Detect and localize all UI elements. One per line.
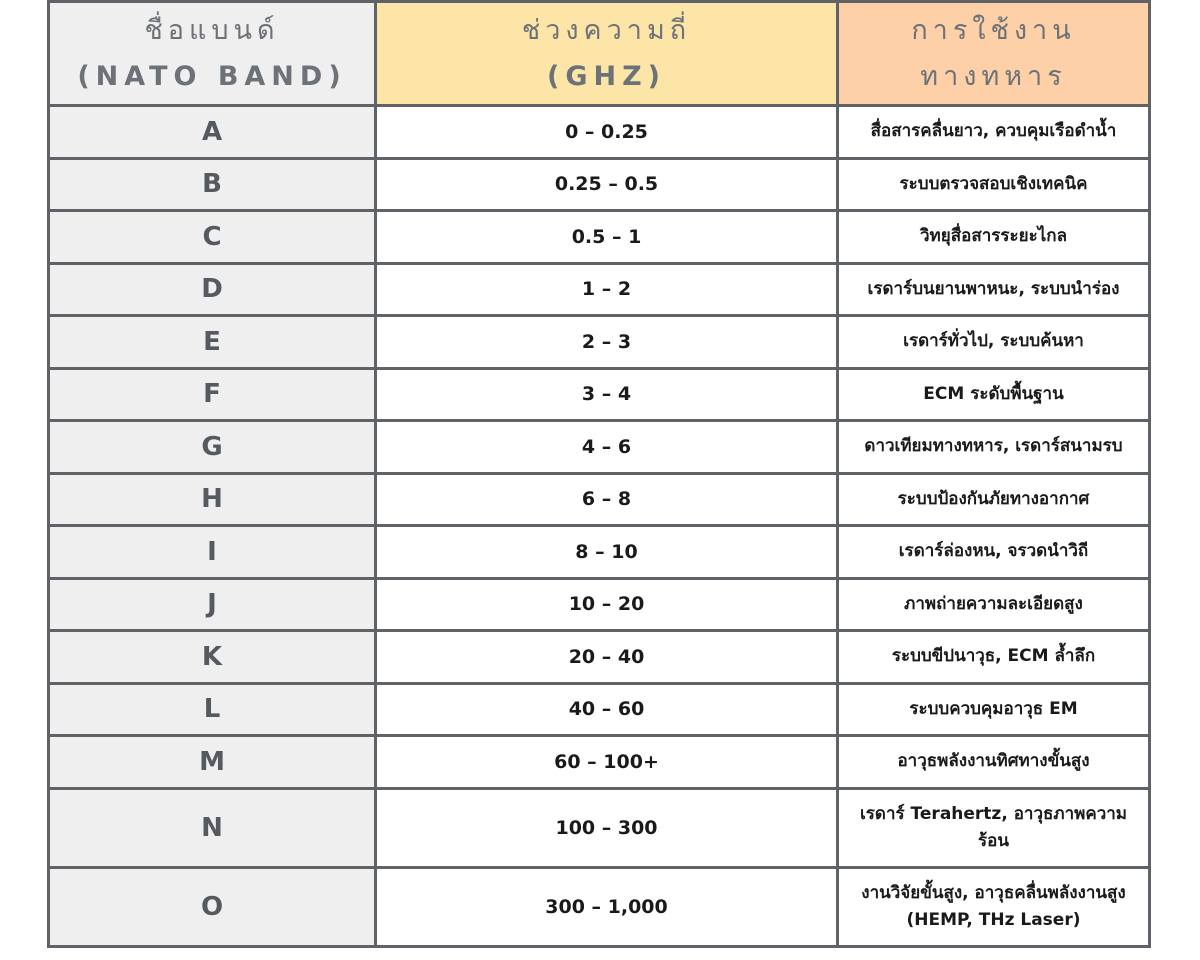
table-row xyxy=(49,736,1150,789)
table-body xyxy=(49,106,1150,947)
table-row xyxy=(49,368,1150,421)
military-use-cell: ระบบตรวจสอบเชิงเทคนิค xyxy=(838,158,1150,211)
frequency-cell: 4 – 6 xyxy=(376,421,838,474)
band-name-cell: L xyxy=(49,683,376,736)
frequency-cell: 2 – 3 xyxy=(376,316,838,369)
table-header xyxy=(49,2,1150,106)
military-use-cell: เรดาร์ล่องหน, จรวดนำวิถี xyxy=(838,526,1150,579)
military-use-cell: เรดาร์ทั่วไป, ระบบค้นหา xyxy=(838,316,1150,369)
nato-band-table xyxy=(47,0,1151,948)
band-name-cell: F xyxy=(49,368,376,421)
table-row xyxy=(49,211,1150,264)
table-row xyxy=(49,158,1150,211)
table-row xyxy=(49,683,1150,736)
band-name-cell: N xyxy=(49,788,376,867)
military-use-cell: วิทยุสื่อสารระยะไกล xyxy=(838,211,1150,264)
frequency-cell: 0.5 – 1 xyxy=(376,211,838,264)
table-row xyxy=(49,106,1150,159)
header-military-use xyxy=(838,2,1150,106)
frequency-cell: 8 – 10 xyxy=(376,526,838,579)
header-band-name-line1: ชื่อแบนด์ xyxy=(144,14,280,46)
header-military-use-line2: ทางทหาร xyxy=(920,60,1067,92)
military-use-cell: ระบบควบคุมอาวุธ EM xyxy=(838,683,1150,736)
header-row xyxy=(49,2,1150,106)
band-name-cell: C xyxy=(49,211,376,264)
header-band-name-line2: (NATO BAND) xyxy=(77,60,347,92)
band-name-cell: K xyxy=(49,631,376,684)
military-use-cell: ภาพถ่ายความละเอียดสูง xyxy=(838,578,1150,631)
band-name-cell: M xyxy=(49,736,376,789)
header-frequency-line1: ช่วงความถี่ xyxy=(521,14,692,46)
header-military-use-line1: การใช้งาน xyxy=(911,14,1076,46)
table-row xyxy=(49,578,1150,631)
frequency-cell: 0.25 – 0.5 xyxy=(376,158,838,211)
table-row xyxy=(49,867,1150,946)
frequency-cell: 100 – 300 xyxy=(376,788,838,867)
band-name-cell: H xyxy=(49,473,376,526)
frequency-cell: 20 – 40 xyxy=(376,631,838,684)
table-row xyxy=(49,526,1150,579)
table-row xyxy=(49,421,1150,474)
band-name-cell: I xyxy=(49,526,376,579)
frequency-cell: 300 – 1,000 xyxy=(376,867,838,946)
band-name-cell: D xyxy=(49,263,376,316)
frequency-cell: 0 – 0.25 xyxy=(376,106,838,159)
band-name-cell: A xyxy=(49,106,376,159)
military-use-cell: เรดาร์ Terahertz, อาวุธภาพความร้อน xyxy=(838,788,1150,867)
band-name-cell: E xyxy=(49,316,376,369)
table-row xyxy=(49,473,1150,526)
frequency-cell: 1 – 2 xyxy=(376,263,838,316)
band-name-cell: O xyxy=(49,867,376,946)
frequency-cell: 60 – 100+ xyxy=(376,736,838,789)
table-row xyxy=(49,263,1150,316)
band-name-cell: G xyxy=(49,421,376,474)
frequency-cell: 3 – 4 xyxy=(376,368,838,421)
header-frequency-line2: (GHZ) xyxy=(546,60,666,92)
military-use-cell: อาวุธพลังงานทิศทางขั้นสูง xyxy=(838,736,1150,789)
military-use-cell: ระบบป้องกันภัยทางอากาศ xyxy=(838,473,1150,526)
military-use-cell: เรดาร์บนยานพาหนะ, ระบบนำร่อง xyxy=(838,263,1150,316)
military-use-cell: สื่อสารคลื่นยาว, ควบคุมเรือดำน้ำ xyxy=(838,106,1150,159)
table-row xyxy=(49,316,1150,369)
header-band-name xyxy=(49,2,376,106)
military-use-cell: ดาวเทียมทางทหาร, เรดาร์สนามรบ xyxy=(838,421,1150,474)
band-name-cell: J xyxy=(49,578,376,631)
military-use-cell: งานวิจัยขั้นสูง, อาวุธคลื่นพลังงานสูง (HEMP, THz Laser) xyxy=(838,867,1150,946)
frequency-cell: 6 – 8 xyxy=(376,473,838,526)
band-name-cell: B xyxy=(49,158,376,211)
nato-band-table-container xyxy=(47,0,1151,948)
military-use-cell: ระบบขีปนาวุธ, ECM ล้ำลึก xyxy=(838,631,1150,684)
table-row xyxy=(49,788,1150,867)
military-use-cell: ECM ระดับพื้นฐาน xyxy=(838,368,1150,421)
frequency-cell: 40 – 60 xyxy=(376,683,838,736)
table-row xyxy=(49,631,1150,684)
header-frequency-range xyxy=(376,2,838,106)
frequency-cell: 10 – 20 xyxy=(376,578,838,631)
